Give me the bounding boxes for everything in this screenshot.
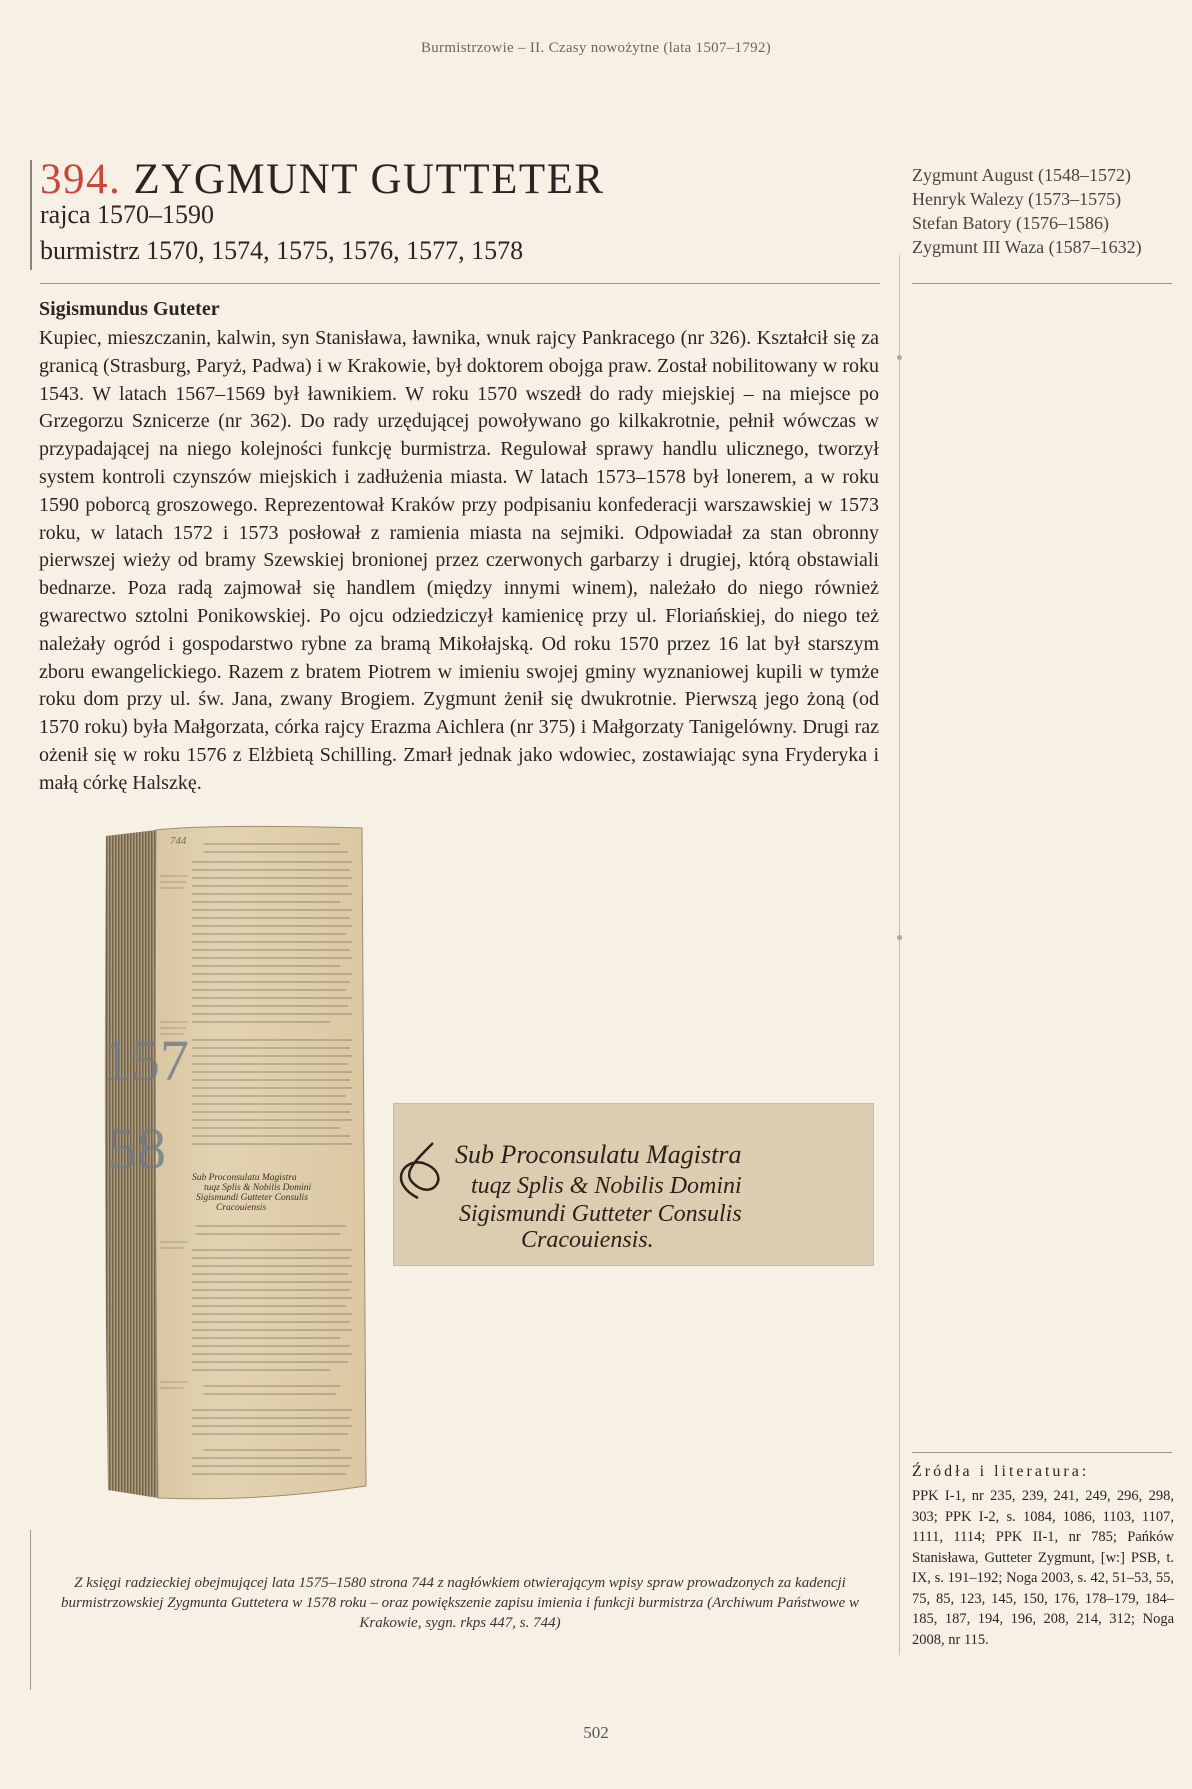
manuscript-book-image xyxy=(100,822,372,1504)
latin-name: Sigismundus Guteter xyxy=(39,298,220,320)
left-margin-rule xyxy=(30,160,32,270)
sources-separator xyxy=(912,1452,1172,1453)
sources-heading: Źródła i literatura: xyxy=(912,1463,1090,1480)
page-number: 502 xyxy=(583,1723,609,1742)
ruler-item: Zygmunt III Waza (1587–1632) xyxy=(912,237,1142,257)
entry-number: 394. xyxy=(40,156,122,203)
ruler-item: Henryk Walezy (1573–1575) xyxy=(912,189,1122,209)
sidebar-separator xyxy=(912,283,1172,284)
book-heading-line: Sigismundi Gutteter Consulis xyxy=(196,1193,308,1203)
book-heading-line: Sub Proconsulatu Magistra xyxy=(192,1173,297,1183)
rulers-list xyxy=(912,163,1182,259)
column-divider-mark xyxy=(897,355,902,360)
book-spine-year: 58 xyxy=(108,1116,166,1181)
book-spine-year: 157 xyxy=(102,1028,189,1093)
column-divider-mark xyxy=(897,935,902,940)
biography-text: Kupiec, mieszczanin, kalwin, syn Stanisława, ławnika, wnuk rajcy Pankracego (nr 326). Kształcił się za granicą (Strasburg, Paryż, Padwa) i w Krakowie, był doktorem obojga praw. Został nobilitowany w roku 1543. W latach 1567–1569 był ławnikiem. W roku 1570 wszedł do rady miejskiej – na miejsce po Grzegorzu Sznicerze (nr 362). Do rady urzędującej powoływano go kilkakrotnie, pełnił wówczas w przypadającej na niego kolejności funkcję burmistrza. Regulował sprawy handlu ulicznego, tworzył system kontroli czynszów miejskich i zadłużenia miasta. W latach 1573–1578 był lonerem, a w roku 1590 poborcą groszowego. Reprezentował Kraków przy podpisaniu konfederacji warszawskiej w 1573 roku, w latach 1572 i 1573 posłował z ramienia miasta na sejmiki. Odpowiadał za stan obronny pierwszej wieży od bramy Szewskiej bronionej przez czerwonych garbarzy i drugiej, którą obstawiali bednarze. Poza radą zajmował się handlem (między innymi winem), należało do niego również gwarectwo sztolni Ponikowskiej. Po ojcu odziedziczył kamienicę przy ul. Floriańskiej, do niego też należały ogród i gospodarstwo rybne za bramą Mikołajską. Od roku 1570 przez 16 lat był starszym zboru ewangelickiego. Razem z bratem Piotrem w imieniu swojej gminy wyznaniowej kupili w tymże roku dom przy ul. św. Jana, zwany Brogiem. Zygmunt żenił się dwukrotnie. Pierwszą jego żoną (od 1570 roku) była Małgorzata, córka rajcy Erazma Aichlera (nr 375) i Małgorzaty Tanigelówny. Drugi raz ożenił się w roku 1576 z Elżbietą Schilling. Zmarł jednak jako wdowiec, zostawiając syna Fryderyka i małą córkę Halszkę. xyxy=(39,327,879,794)
sources-text: PPK I-1, nr 235, 239, 241, 249, 296, 298, 303; PPK I-2, s. 1084, 1086, 1103, 1107, 1111, 1114; PPK II-1, nr 785; Pańków Stanisława, Gutteter Zygmunt, [w:] PSB, t. IX, s. 191–192; Noga 2003, s. 42, 51–53, 55, 75, 85, 123, 145, 150, 176, 178–179, 184–185, 187, 194, 196, 208, 214, 312; Noga 2008, nr 115. xyxy=(912,1488,1174,1648)
running-head: Burmistrzowie – II. Czasy nowożytne (lata 1507–1792) xyxy=(420,40,772,56)
column-divider xyxy=(899,255,900,1655)
handwriting-detail-image xyxy=(393,1103,874,1266)
role-councilor: rajca 1570–1590 xyxy=(40,200,215,229)
snippet-line: Sigismundi Gutteter Consulis xyxy=(459,1201,742,1227)
snippet-line: tuqz Splis & Nobilis Domini xyxy=(471,1173,742,1199)
role-mayor: burmistrz 1570, 1574, 1575, 1576, 1577, 1578 xyxy=(40,236,524,265)
entry-title xyxy=(40,155,605,204)
ruler-item: Stefan Batory (1576–1586) xyxy=(912,213,1109,233)
book-heading-line: Cracouiensis xyxy=(216,1203,267,1213)
snippet-line: Sub Proconsulatu Magistra xyxy=(455,1140,742,1169)
book-page-number: 744 xyxy=(170,835,187,847)
entry-name: ZYGMUNT GUTTETER xyxy=(133,156,605,203)
header-separator xyxy=(40,283,880,284)
book-heading-line: tuqz Splis & Nobilis Domini xyxy=(204,1183,312,1193)
figure-caption: Z księgi radzieckiej obejmującej lata 1575–1580 strona 744 z nagłówkiem otwierającym wpisy spraw prowadzonych za kadencji burmistrzowskiej Zygmunta Guttetera w 1578 roku – oraz powiększenie zapisu imienia i funkcji burmistrza (Archiwum Państwowe w Krakowie, sygn. rkps 447, s. 744) xyxy=(60,1575,860,1631)
snippet-line: Cracouiensis. xyxy=(521,1227,654,1253)
left-margin-rule-lower xyxy=(30,1530,31,1690)
ruler-item: Zygmunt August (1548–1572) xyxy=(912,165,1131,185)
